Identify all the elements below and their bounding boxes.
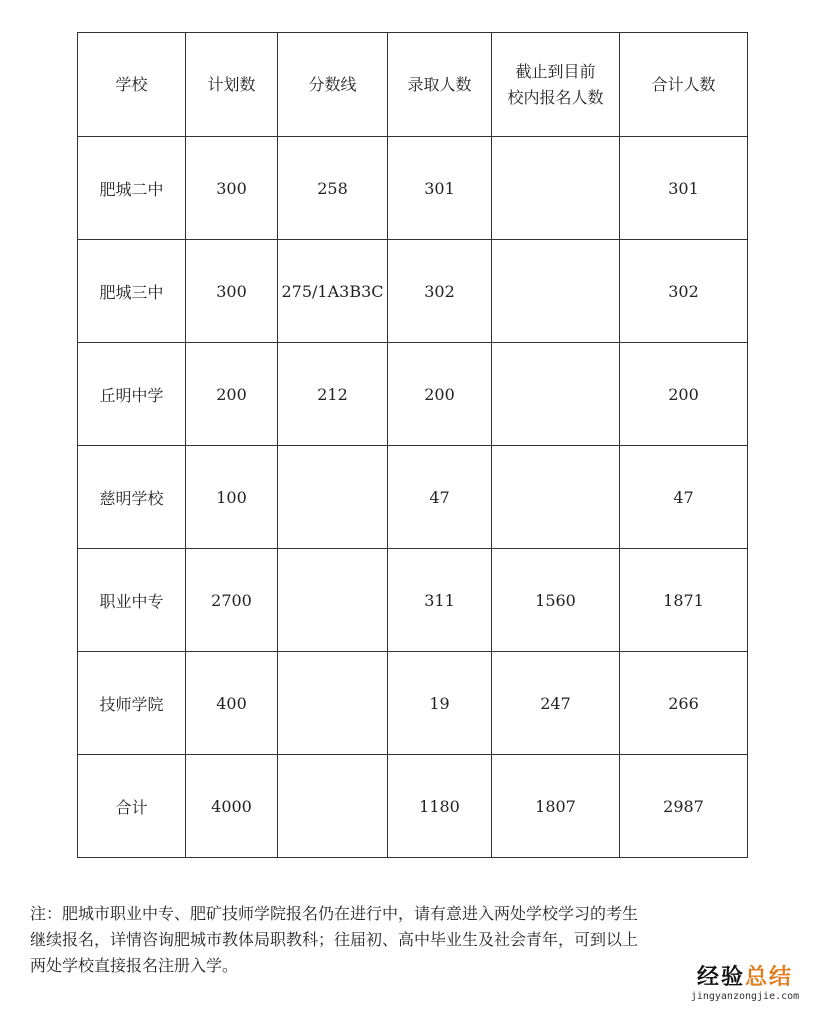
value-cell (492, 343, 620, 446)
value-cell: 275/1A3B3C (278, 240, 388, 343)
value-cell (278, 549, 388, 652)
value-cell: 400 (186, 652, 278, 755)
value-cell: 212 (278, 343, 388, 446)
header-line: 截止到目前 (515, 61, 596, 81)
header-cell: 学校 (78, 33, 186, 137)
value-cell: 19 (388, 652, 492, 755)
value-cell: 1807 (492, 755, 620, 858)
admission-table (77, 32, 748, 858)
table-row (78, 652, 748, 755)
header-row (78, 33, 748, 137)
school-name-cell: 职业中专 (78, 549, 186, 652)
table-row (78, 549, 748, 652)
value-cell: 258 (278, 137, 388, 240)
value-cell: 1871 (620, 549, 748, 652)
footnote-line: 两处学校直接报名注册入学。 (30, 956, 239, 975)
watermark-title: 经验总结 (696, 965, 794, 990)
value-cell: 47 (388, 446, 492, 549)
footnote-line: 继续报名，详情咨询肥城市教体局职教科；往届初、高中毕业生及社会青年，可到以上 (30, 930, 639, 949)
watermark-logo (680, 966, 810, 1004)
school-name-cell: 丘明中学 (78, 343, 186, 446)
table-row (78, 446, 748, 549)
school-name-cell: 肥城三中 (78, 240, 186, 343)
header-cell: 计划数 (186, 33, 278, 137)
value-cell: 200 (388, 343, 492, 446)
value-cell: 2987 (620, 755, 748, 858)
header-cell: 分数线 (278, 33, 388, 137)
value-cell: 47 (620, 446, 748, 549)
table-row (78, 343, 748, 446)
value-cell (492, 446, 620, 549)
value-cell: 100 (186, 446, 278, 549)
value-cell: 302 (388, 240, 492, 343)
value-cell: 1560 (492, 549, 620, 652)
header-cell: 录取人数 (388, 33, 492, 137)
value-cell: 301 (620, 137, 748, 240)
value-cell: 300 (186, 137, 278, 240)
value-cell: 300 (186, 240, 278, 343)
value-cell: 2700 (186, 549, 278, 652)
school-name-cell: 合计 (78, 755, 186, 858)
value-cell (278, 652, 388, 755)
value-cell: 200 (186, 343, 278, 446)
watermark-url: jingyanzongjie.com (690, 991, 800, 1002)
school-name-cell: 慈明学校 (78, 446, 186, 549)
school-name-cell: 肥城二中 (78, 137, 186, 240)
header-line: 校内报名人数 (507, 87, 604, 107)
table-row (78, 137, 748, 240)
table-row (78, 240, 748, 343)
value-cell: 311 (388, 549, 492, 652)
header-cell (492, 33, 620, 137)
value-cell: 302 (620, 240, 748, 343)
value-cell (278, 446, 388, 549)
footnote-line: 注：肥城市职业中专、肥矿技师学院报名仍在进行中，请有意进入两处学校学习的考生 (30, 904, 639, 923)
value-cell: 200 (620, 343, 748, 446)
school-name-cell: 技师学院 (78, 652, 186, 755)
value-cell: 301 (388, 137, 492, 240)
value-cell: 247 (492, 652, 620, 755)
table-row (78, 755, 748, 858)
header-cell: 合计人数 (620, 33, 748, 137)
value-cell (278, 755, 388, 858)
value-cell (492, 240, 620, 343)
value-cell: 4000 (186, 755, 278, 858)
value-cell: 1180 (388, 755, 492, 858)
value-cell (492, 137, 620, 240)
value-cell: 266 (620, 652, 748, 755)
